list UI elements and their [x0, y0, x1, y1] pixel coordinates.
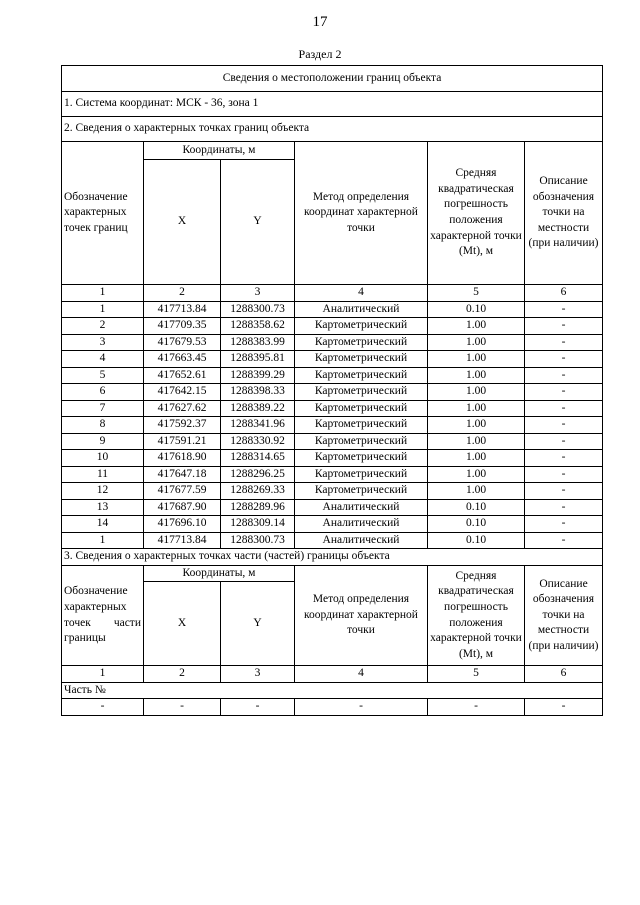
- table-row: [62, 334, 603, 351]
- blank-cell: -: [144, 699, 221, 716]
- point-x: 417642.15: [144, 384, 221, 401]
- table-row: [62, 532, 603, 549]
- point-accuracy: 1.00: [428, 400, 525, 417]
- point-method: Аналитический: [295, 532, 428, 549]
- point-y: 1288341.96: [221, 417, 295, 434]
- point-y: 1288314.65: [221, 450, 295, 467]
- column-number: 2: [144, 285, 221, 302]
- column-number: 3: [221, 666, 295, 683]
- column-number: 4: [295, 666, 428, 683]
- point-x: 417687.90: [144, 499, 221, 516]
- point-method: Картометрический: [295, 384, 428, 401]
- blank-cell: -: [525, 699, 603, 716]
- point-description: -: [525, 466, 603, 483]
- point-y: 1288389.22: [221, 400, 295, 417]
- point-number: 1: [62, 301, 144, 318]
- point-number: 6: [62, 384, 144, 401]
- table-row: [62, 301, 603, 318]
- header-accuracy: Средняя квадратическая погрешность положения характерной точки (Mt), м: [428, 142, 525, 285]
- point-accuracy: 1.00: [428, 450, 525, 467]
- point-number: 11: [62, 466, 144, 483]
- section-label: Раздел 2: [298, 47, 342, 61]
- point-method: Картометрический: [295, 450, 428, 467]
- point-number: 12: [62, 483, 144, 500]
- page-number: 17: [312, 14, 328, 30]
- point-number: 13: [62, 499, 144, 516]
- header2-designation: [62, 565, 144, 666]
- point-x: 417679.53: [144, 334, 221, 351]
- header2-method: Метод определения координат характерной точки: [295, 565, 428, 666]
- point-description: -: [525, 433, 603, 450]
- point-y: 1288296.25: [221, 466, 295, 483]
- table-row: [62, 516, 603, 533]
- header-designation: Обозначение характерных точек границ: [62, 142, 144, 285]
- point-x: 417677.59: [144, 483, 221, 500]
- point-number: 3: [62, 334, 144, 351]
- point-y: 1288330.92: [221, 433, 295, 450]
- column-number: 6: [525, 285, 603, 302]
- column-number: 5: [428, 285, 525, 302]
- point-method: Картометрический: [295, 417, 428, 434]
- point-y: 1288398.33: [221, 384, 295, 401]
- part-label: Часть №: [62, 682, 603, 699]
- point-accuracy: 1.00: [428, 483, 525, 500]
- point-description: -: [525, 450, 603, 467]
- header-y: Y: [221, 160, 295, 285]
- point-description: -: [525, 351, 603, 368]
- point-description: -: [525, 318, 603, 335]
- column-number: 2: [144, 666, 221, 683]
- point-description: -: [525, 532, 603, 549]
- point-accuracy: 0.10: [428, 532, 525, 549]
- point-description: -: [525, 301, 603, 318]
- header2-designation-text: Обозначение характерных точек части границы: [64, 585, 141, 645]
- column-number: 3: [221, 285, 295, 302]
- point-y: 1288358.62: [221, 318, 295, 335]
- column-number: 1: [62, 666, 144, 683]
- point-description: -: [525, 483, 603, 500]
- section3-title: 3. Сведения о характерных точках части (частей) границы объекта: [62, 549, 603, 566]
- blank-row: [62, 699, 603, 716]
- table-row: [62, 400, 603, 417]
- point-number: 1: [62, 532, 144, 549]
- point-description: -: [525, 516, 603, 533]
- point-number: 14: [62, 516, 144, 533]
- coord-system: 1. Система координат: МСК - 36, зона 1: [62, 92, 603, 117]
- point-method: Картометрический: [295, 318, 428, 335]
- column-number: 4: [295, 285, 428, 302]
- point-accuracy: 1.00: [428, 334, 525, 351]
- table-row: [62, 351, 603, 368]
- point-method: Аналитический: [295, 301, 428, 318]
- blank-cell: -: [295, 699, 428, 716]
- point-x: 417627.62: [144, 400, 221, 417]
- point-accuracy: 1.00: [428, 433, 525, 450]
- point-x: 417618.90: [144, 450, 221, 467]
- point-number: 2: [62, 318, 144, 335]
- section2-title: 2. Сведения о характерных точках границ объекта: [62, 117, 603, 142]
- blank-cell: -: [428, 699, 525, 716]
- column-numbers-row-2: [62, 666, 603, 683]
- boundary-table: [61, 65, 603, 716]
- point-description: -: [525, 334, 603, 351]
- point-accuracy: 1.00: [428, 417, 525, 434]
- point-accuracy: 0.10: [428, 499, 525, 516]
- point-x: 417591.21: [144, 433, 221, 450]
- point-accuracy: 1.00: [428, 318, 525, 335]
- point-description: -: [525, 499, 603, 516]
- point-accuracy: 1.00: [428, 466, 525, 483]
- table-row: [62, 417, 603, 434]
- point-description: -: [525, 400, 603, 417]
- point-accuracy: 1.00: [428, 384, 525, 401]
- point-y: 1288289.96: [221, 499, 295, 516]
- table-row: [62, 466, 603, 483]
- point-method: Картометрический: [295, 367, 428, 384]
- point-number: 4: [62, 351, 144, 368]
- point-x: 417652.61: [144, 367, 221, 384]
- point-number: 8: [62, 417, 144, 434]
- point-accuracy: 1.00: [428, 351, 525, 368]
- point-y: 1288300.73: [221, 532, 295, 549]
- point-method: Картометрический: [295, 466, 428, 483]
- header2-accuracy: Средняя квадратическая погрешность положения характерной точки (Mt), м: [428, 565, 525, 666]
- point-x: 417663.45: [144, 351, 221, 368]
- header-method: Метод определения координат характерной точки: [295, 142, 428, 285]
- table-row: [62, 367, 603, 384]
- point-description: -: [525, 367, 603, 384]
- table-row: [62, 450, 603, 467]
- blank-cell: -: [62, 699, 144, 716]
- point-method: Картометрический: [295, 400, 428, 417]
- header2-x: X: [144, 582, 221, 666]
- point-y: 1288399.29: [221, 367, 295, 384]
- point-number: 10: [62, 450, 144, 467]
- column-number: 5: [428, 666, 525, 683]
- point-y: 1288309.14: [221, 516, 295, 533]
- point-method: Аналитический: [295, 499, 428, 516]
- header-description: Описание обозначения точки на местности (при наличии): [525, 142, 603, 285]
- point-description: -: [525, 384, 603, 401]
- table-title: Сведения о местоположении границ объекта: [62, 66, 603, 92]
- point-y: 1288395.81: [221, 351, 295, 368]
- table-row: [62, 433, 603, 450]
- point-number: 9: [62, 433, 144, 450]
- point-x: 417713.84: [144, 532, 221, 549]
- point-x: 417709.35: [144, 318, 221, 335]
- blank-cell: -: [221, 699, 295, 716]
- column-number: 6: [525, 666, 603, 683]
- point-method: Картометрический: [295, 433, 428, 450]
- point-number: 7: [62, 400, 144, 417]
- point-method: Картометрический: [295, 334, 428, 351]
- point-x: 417713.84: [144, 301, 221, 318]
- point-x: 417592.37: [144, 417, 221, 434]
- point-y: 1288300.73: [221, 301, 295, 318]
- column-numbers-row: [62, 285, 603, 302]
- point-method: Картометрический: [295, 351, 428, 368]
- header2-description: Описание обозначения точки на местности (при наличии): [525, 565, 603, 666]
- table-row: [62, 483, 603, 500]
- header2-y: Y: [221, 582, 295, 666]
- point-accuracy: 0.10: [428, 301, 525, 318]
- point-x: 417647.18: [144, 466, 221, 483]
- point-method: Аналитический: [295, 516, 428, 533]
- header-coordinates: Координаты, м: [144, 142, 295, 160]
- point-y: 1288383.99: [221, 334, 295, 351]
- column-number: 1: [62, 285, 144, 302]
- point-x: 417696.10: [144, 516, 221, 533]
- point-number: 5: [62, 367, 144, 384]
- header-x: X: [144, 160, 221, 285]
- table-row: [62, 384, 603, 401]
- point-accuracy: 0.10: [428, 516, 525, 533]
- table-row: [62, 499, 603, 516]
- point-y: 1288269.33: [221, 483, 295, 500]
- header2-coordinates: Координаты, м: [144, 565, 295, 582]
- point-description: -: [525, 417, 603, 434]
- table-row: [62, 318, 603, 335]
- point-accuracy: 1.00: [428, 367, 525, 384]
- point-method: Картометрический: [295, 483, 428, 500]
